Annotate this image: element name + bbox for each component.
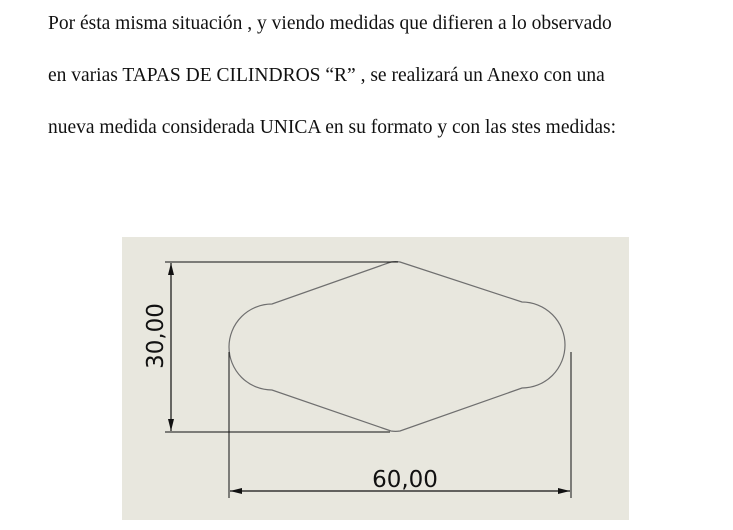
paragraph-line-2: en varias TAPAS DE CILINDROS “R” , se realizará un Anexo con una bbox=[48, 65, 605, 86]
cap-outline bbox=[229, 262, 565, 432]
height-label: 30,00 bbox=[143, 303, 169, 369]
drawing-canvas bbox=[122, 237, 629, 520]
width-label: 60,00 bbox=[372, 467, 438, 493]
technical-drawing bbox=[122, 237, 629, 520]
paragraph-line-3: nueva medida considerada UNICA en su formato y con las stes medidas: bbox=[48, 117, 617, 138]
paragraph-line-1: Por ésta misma situación , y viendo medidas que difieren a lo observado bbox=[48, 13, 612, 34]
